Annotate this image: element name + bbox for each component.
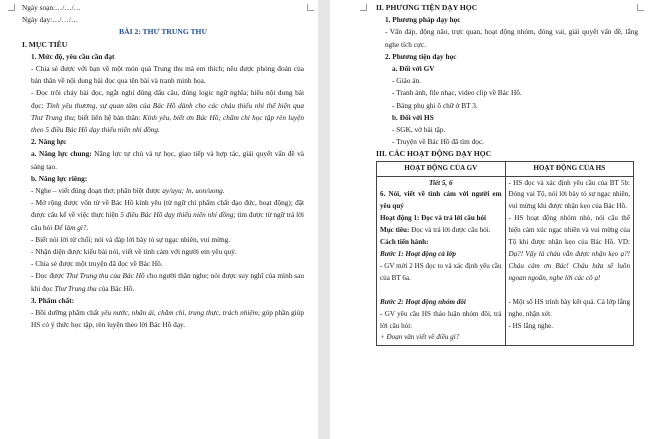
- teacher-item-1: - Giáo án.: [392, 76, 421, 86]
- section-activities: III. CÁC HOẠT ĐỘNG DẠY HỌC: [376, 149, 492, 159]
- teacher-item-3: - Bảng phụ ghi ô chữ ở BT 3.: [392, 100, 478, 110]
- cell-teacher: [377, 176, 506, 346]
- student-response-3: - Một số HS trình bày kết quả. Cả lớp lắng nghe, nhận xét.: [508, 297, 630, 318]
- competence-item-1: - Nghe – viết đúng đoạn thơ; phân biệt được ay/uyu; ln, uon/uong.: [31, 186, 225, 196]
- step-2-text: - GV yêu cầu HS thảo luận nhóm đôi, trả lời câu hỏi:: [380, 309, 502, 330]
- subsection-methods: 1. Phương pháp dạy học: [385, 15, 461, 25]
- heading-student: b. Đối với HS: [392, 112, 434, 122]
- procedure-heading: Cách tiến hành:: [380, 238, 429, 247]
- teacher-item-2: - Tranh ảnh, file nhạc, video clip về Bác Hồ.: [392, 88, 522, 98]
- heading-specific-competence: b. Năng lực riêng:: [31, 173, 88, 183]
- student-response-2: - HS hoạt động nhóm nhỏ, nói câu thể hiện cảm xúc ngạc nhiên và vui mừng của Tộ khi được nhận kẹo của Bác Hồ. VD: Dạ?! Vậy là cháu vẫn được nhận kẹo ạ?! Cháu cảm ơn Bác! Cháu hứa sẽ luôn ngoan ngoãn, nghe lời các cô ạ!: [508, 214, 630, 282]
- date-prepared: Ngày soạn:…/…/…: [22, 3, 81, 12]
- competence-item-3: - Biết nói lời từ chối; nói và đáp lời bày tỏ sự ngạc nhiên, vui mừng.: [31, 234, 231, 244]
- header-student-activity: HOẠT ĐỘNG CỦA HS: [505, 161, 634, 176]
- table-header-row: [377, 161, 634, 176]
- step-1-text: - GV mời 2 HS đọc to và xác định yêu cầu của BT 6a.: [380, 261, 502, 282]
- student-item-1: - SGK, vở bài tập.: [392, 125, 446, 135]
- paragraph-general-competence: a. Năng lực chung: Năng lực tự chủ và tự học, giao tiếp và hợp tác, giải quyết vấn đề và sáng tạo.: [31, 149, 304, 171]
- activities-table: [376, 161, 634, 347]
- competence-item-5: - Chia sẻ được một truyện đã đọc về Bác Hồ.: [31, 259, 163, 269]
- competence-item-6: - Đọc được Thư Trung thu của Bác Hồ cho người thân nghe; nói được suy nghĩ của mình sau khi đọc Thư Trung thu của Bác Hồ.: [31, 271, 304, 293]
- student-item-2: - Truyện về Bác Hồ đã tìm đọc.: [392, 137, 485, 147]
- page-right: [330, 0, 650, 439]
- objective-line: Mục tiêu: Đọc và trả lời được câu hỏi.: [380, 226, 491, 235]
- subsection-competence: 2. Năng lực: [31, 137, 67, 147]
- date-teaching: Ngày dạy:…/…/…: [22, 15, 79, 25]
- header-teacher-activity: HOẠT ĐỘNG CỦA GV: [377, 161, 506, 176]
- step-2-question: + Đoạn văn viết về điều gì?: [380, 333, 460, 342]
- activity-title: 6. Nói, viết về tình cảm với người em yêu quý: [380, 190, 502, 211]
- paragraph-reading: - Đọc trôi chảy bài đọc, ngắt nghỉ đúng dấu câu, đúng logic ngữ nghĩa; hiểu nội dung bài đọc: Tình yêu thương, sự quan tâm của Bác Hồ dành cho các cháu thiếu nhi thể hiện qua Thư Trung thu; biết liên hệ bản thân: Kính yêu, biết ơn Bác Hồ; chăm chỉ học tập rèn luyện theo 5 điều Bác Hồ dạy thiếu niên nhi đồng.: [31, 88, 305, 135]
- subsection-requirements: 1. Mức độ, yêu cầu cần đạt: [31, 51, 115, 61]
- paragraph-share: - Chia sẻ được với bạn về một món quà Trung thu mà em thích; nêu được phỏng đoán của bản thân về nội dung bài đọc qua tên bài và tranh minh họa.: [31, 64, 304, 86]
- step-1-heading: Bước 1: Hoạt động cả lớp: [380, 249, 456, 258]
- cell-student: [505, 176, 634, 346]
- competence-item-2: - Mở rộng được vốn từ về Bác Hồ kính yêu (từ ngữ chỉ phẩm chất đạo đức, hoạt động); đặt được câu kể về việc thực hiện 5 điều Bác Hồ dạy thiếu niên nhi đồng; tìm được từ ngữ trả lời câu hỏi Để làm gì?.: [31, 198, 304, 232]
- student-response-1: - HS đọc và xác định yêu cầu của BT 5b: Đóng vai Tộ, nói lời bày tỏ sự ngạc nhiên, vui mừng khi được nhận kẹo của Bác Hồ.: [508, 178, 630, 211]
- period-label: Tiết 5, 6: [428, 178, 453, 187]
- lesson-title: BÀI 2: THƯ TRUNG THU: [119, 27, 207, 37]
- table-row: [377, 176, 634, 346]
- step-2-heading: Bước 2: Hoạt động nhóm đôi: [380, 297, 466, 306]
- student-response-4: - HS lắng nghe.: [508, 321, 554, 330]
- subsection-qualities: 3. Phẩm chất:: [31, 295, 75, 305]
- paragraph-methods: - Vấn đáp, động não, trực quan, hoạt động nhóm, đóng vai, giải quyết vấn đề, lắng nghe tích cực.: [385, 27, 638, 49]
- page-left: [0, 0, 318, 439]
- activity-1-heading: Hoạt động 1: Đọc và trả lời câu hỏi: [380, 214, 486, 223]
- section-objectives: I. MỤC TIÊU: [22, 39, 68, 49]
- section-materials: II. PHƯƠNG TIỆN DẠY HỌC: [376, 3, 478, 12]
- subsection-tools: 2. Phương tiện dạy học: [385, 51, 457, 61]
- heading-teacher: a. Đối với GV: [392, 64, 435, 74]
- competence-item-4: - Nhận diện được kiểu bài nói, viết về tình cảm với người em yêu quý.: [31, 247, 237, 257]
- paragraph-qualities: - Bồi dưỡng phẩm chất yêu nước, nhân ái, chăm chỉ, trung thực, trách nhiệm; góp phần giúp HS có ý thức học tập, rèn luyện theo lời Bác Hồ dạy.: [31, 308, 305, 330]
